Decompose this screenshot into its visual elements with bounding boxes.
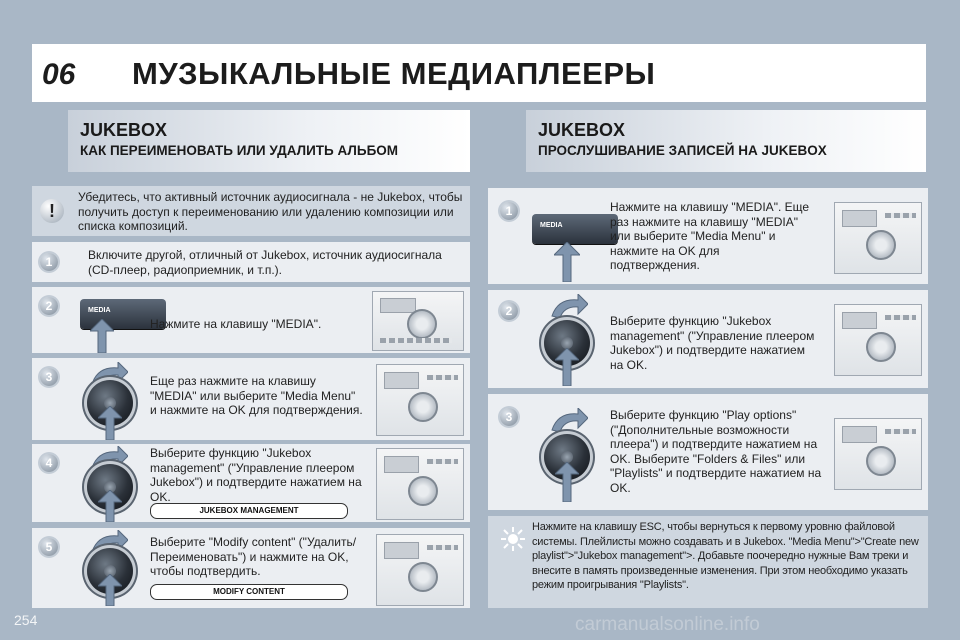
tip-sun-icon [500,526,526,552]
step-text: Выберите функцию "Play options" ("Дополнительные возможности плеера") и подтвердите нажатием на OK. Выберите "Folders & Files" или "Playlists" и подтвердите нажатием на OK. [610,408,822,495]
radio-unit-image [834,304,922,376]
step-number: 1 [40,253,58,271]
page-number: 254 [14,612,38,628]
chapter-number: 06 [42,58,76,91]
right-step-2 [488,290,928,388]
radio-unit-image [376,364,464,436]
radio-unit-image [834,418,922,490]
rotate-arrow-icon [548,294,588,318]
tip-panel [488,516,928,608]
step-text: Еще раз нажмите на клавишу "MEDIA" или выберите "Media Menu" и нажмите на OK для подтверждения. [150,374,363,417]
step-text: Нажмите на клавишу "MEDIA". Еще раз нажмите на клавишу "MEDIA" или выберите "Media Menu" и нажмите на OK для подтверждения. [610,200,810,272]
step-number: 3 [40,368,58,386]
step-text: Нажмите на клавишу "MEDIA". [150,317,322,331]
right-step-1 [488,188,928,284]
left-step-2 [32,287,470,353]
left-section-header [68,110,470,172]
arrow-up-icon [554,242,580,282]
step-text: Выберите функцию "Jukebox management" ("Управление плеером Jukebox") и подтвердите нажатием на OK. [150,446,362,504]
left-heading: JUKEBOX [80,120,168,140]
left-step-5 [32,528,470,608]
right-subheading: ПРОСЛУШИВАНИЕ ЗАПИСЕЙ НА JUKEBOX [538,143,827,158]
arrow-up-icon [90,319,114,353]
jukebox-management-label: JUKEBOX MANAGEMENT [150,503,348,519]
arrow-up-icon [555,462,579,502]
right-section-header [526,110,926,172]
media-key: MEDIA [532,214,618,244]
left-step-1 [32,242,470,282]
left-subheading: КАК ПЕРЕИМЕНОВАТЬ ИЛИ УДАЛИТЬ АЛЬБОМ [80,143,399,158]
tip-text: Нажмите на клавишу ESC, чтобы вернуться к первому уровню файловой системы. Плейлисты можно создавать и в Jukebox. "Media Menu">"Create new playlist">"Jukebox management">. Добавьте поочередно нужные Вам треки и внесите в память произведенные изменения. При этом необходимо указать режим проигрывания "Playlists". [532,521,919,591]
right-step-3 [488,394,928,510]
warning-panel [32,186,470,236]
radio-unit-image [372,291,464,351]
left-step-3 [32,358,470,440]
radio-unit-image [376,448,464,520]
arrow-up-icon [555,348,579,386]
step-number: 2 [40,297,58,315]
step-text: Включите другой, отличный от Jukebox, источник аудиосигнала (CD-плеер, радиоприемник, и т.п.). [88,248,442,277]
step-number: 2 [500,302,518,320]
page-title: МУЗЫКАЛЬНЫЕ МЕДИАПЛЕЕРЫ [132,56,656,91]
step-number: 5 [40,538,58,556]
modify-content-label: MODIFY CONTENT [150,584,348,600]
warning-text: Убедитесь, что активный источник аудиосигнала - не Jukebox, чтобы получить доступ к переименованию или удалению композиции или списка композиций. [78,190,463,233]
step-number: 4 [40,454,58,472]
media-key: MEDIA [80,299,166,329]
radio-unit-image [376,534,464,606]
left-step-4 [32,444,470,522]
arrow-up-icon [98,406,122,440]
step-number: 1 [500,202,518,220]
radio-unit-image [834,202,922,274]
step-text: Выберите функцию "Jukebox management" ("Управление плеером Jukebox") и подтвердите нажатием на OK. [610,314,815,372]
arrow-up-icon [98,490,122,522]
right-heading: JUKEBOX [538,120,626,140]
arrow-up-icon [98,574,122,606]
step-text: Выберите "Modify content" ("Удалить/Переименовать") и нажмите на OK, чтобы подтвердить. [150,535,357,578]
exclamation-icon: ! [40,199,64,223]
rotate-arrow-icon [548,408,588,432]
step-number: 3 [500,408,518,426]
watermark: carmanualsonline.info [575,614,760,635]
